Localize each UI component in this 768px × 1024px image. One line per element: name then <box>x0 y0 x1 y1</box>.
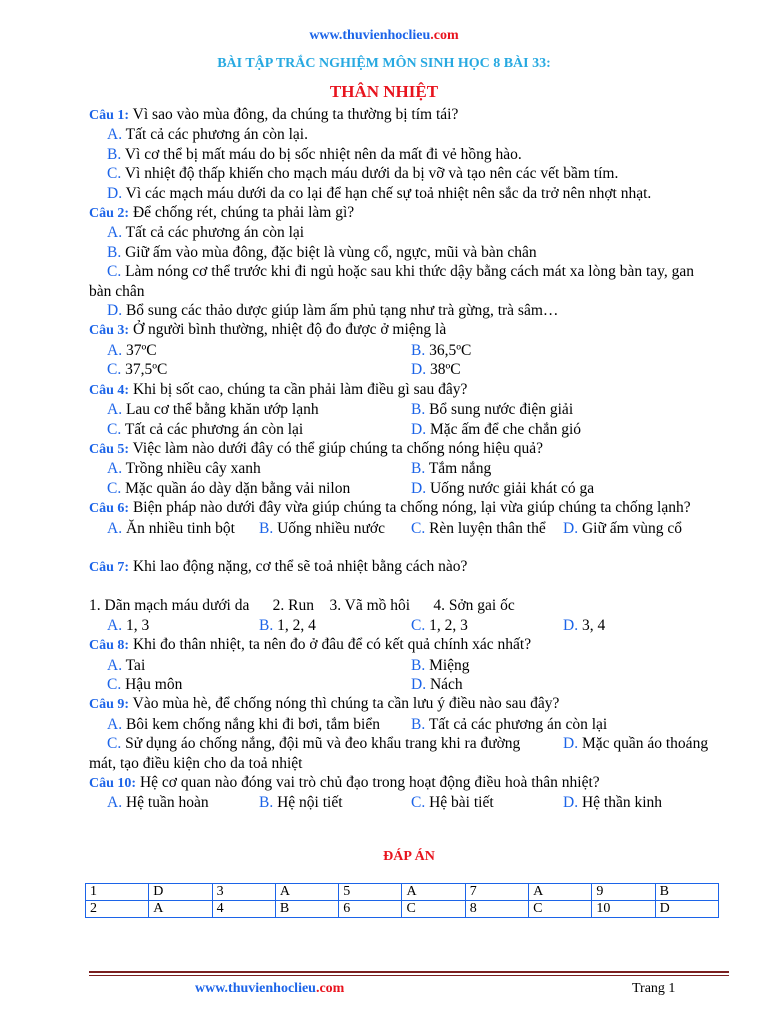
option <box>89 243 729 262</box>
question-text: Khi đo thân nhiệt, ta nên đo ở đâu để có kết quả chính xác nhất? <box>129 636 532 654</box>
option <box>563 793 715 812</box>
option <box>89 164 729 183</box>
option <box>107 616 259 635</box>
footer-site-link[interactable] <box>195 981 344 997</box>
option-text: Lau cơ thể bằng khăn ướp lạnh <box>122 401 319 419</box>
option <box>411 341 715 360</box>
option <box>89 125 729 144</box>
option <box>259 519 411 538</box>
option <box>411 400 715 419</box>
option <box>89 262 729 281</box>
option <box>107 675 411 694</box>
option <box>89 301 729 320</box>
option-key: A. <box>107 460 123 478</box>
option-key: D. <box>411 420 427 438</box>
footer-site-prefix: www.thuvienhoclieu <box>195 981 316 996</box>
option <box>411 616 563 635</box>
option-row <box>89 519 729 538</box>
question-4 <box>89 380 729 400</box>
option-text: Hệ bài tiết <box>425 794 494 812</box>
question-2 <box>89 203 729 223</box>
option-text: 1, 2, 4 <box>273 616 316 634</box>
option <box>107 656 411 675</box>
question-label: Câu 10: <box>89 776 137 791</box>
option-text: 38ºC <box>426 361 461 379</box>
option-row <box>89 793 729 812</box>
option-key: D. <box>411 361 427 379</box>
option <box>107 715 411 734</box>
document-subtitle: THÂN NHIỆT <box>329 82 439 101</box>
question-text: Vào mùa hè, để chống nóng thì chúng ta cần lưu ý điều nào sau đây? <box>129 695 560 713</box>
table-cell: 4 <box>212 901 275 918</box>
question-9 <box>89 694 729 714</box>
table-cell: A <box>402 884 465 901</box>
option-text: Tất cả các phương án còn lại <box>122 224 305 242</box>
option-text: Tất cả các phương án còn lại. <box>122 126 308 144</box>
option-text: Giữ ấm vùng cổ <box>578 519 683 537</box>
option-text: Vì nhiệt độ thấp khiến cho mạch máu dưới da bị vỡ và tạo nên các vết bầm tím. <box>121 165 619 183</box>
option-text: Hệ thần kinh <box>578 794 663 812</box>
question-text: Khi lao động nặng, cơ thể sẽ toả nhiệt bằng cách nào? <box>129 557 468 575</box>
option-key: D. <box>563 616 579 634</box>
option-text: Bổ sung các thảo dược giúp làm ấm phủ tạng như trà gừng, trà sâm… <box>122 302 559 320</box>
question-text: Hệ cơ quan nào đóng vai trò chủ đạo trong hoạt động điều hoà thân nhiệt? <box>136 774 600 791</box>
option-text: 3, 4 <box>578 616 606 634</box>
option-key: C. <box>107 735 122 753</box>
option <box>107 459 411 478</box>
option-text: Sử dụng áo chống nắng, đội mũ và đeo khẩu trang khi ra đường <box>121 735 521 753</box>
option-text: Hệ nội tiết <box>273 794 343 812</box>
option-text: 1, 3 <box>122 616 150 634</box>
option-text: Bổ sung nước điện giải <box>425 401 574 419</box>
question-3 <box>89 320 729 340</box>
option <box>411 360 715 379</box>
table-cell: C <box>402 901 465 918</box>
question-list: 1. Dãn mạch máu dưới da 2. Run 3. Vã mồ hôi 4. Sởn gai ốc <box>89 597 515 615</box>
header-site-suffix: .com <box>430 28 459 43</box>
table-cell: 8 <box>465 901 528 918</box>
option <box>563 734 708 753</box>
option-text: Trồng nhiều cây xanh <box>122 460 261 478</box>
option-key: C. <box>411 519 426 537</box>
option <box>107 341 411 360</box>
option-key: B. <box>411 715 426 733</box>
option-key: A. <box>107 341 123 359</box>
option-key: C. <box>107 165 122 183</box>
question-text: Để chống rét, chúng ta phải làm gì? <box>129 204 355 222</box>
option <box>411 519 563 538</box>
table-cell: 2 <box>86 901 149 918</box>
option-text: Mặc quần áo dày dặn bằng vải nilon <box>121 479 351 497</box>
option-text: 36,5ºC <box>425 341 472 359</box>
table-cell: D <box>655 901 718 918</box>
questions-body <box>89 105 729 813</box>
question-8 <box>89 635 729 655</box>
table-cell: B <box>275 901 338 918</box>
option-continuation: mát, tạo điều kiện cho da toả nhiệt <box>89 754 303 772</box>
option-text: Làm nóng cơ thể trước khi đi ngủ hoặc sau khi thức dậy bằng cách mát xa lòng bàn tay, gan <box>121 263 695 281</box>
question-label: Câu 3: <box>89 323 130 339</box>
option-text: Hệ tuần hoàn <box>122 794 209 812</box>
table-row <box>86 901 719 918</box>
option-key: A. <box>107 519 123 537</box>
option <box>89 223 729 242</box>
option-key: D. <box>563 519 579 537</box>
option-key: B. <box>411 460 426 478</box>
page-number: Trang 1 <box>632 981 676 996</box>
option-key: C. <box>411 616 426 634</box>
question-text: Biện pháp nào dưới đây vừa giúp chúng ta chống nóng, lại vừa giúp chúng ta chống lạnh? <box>129 499 691 517</box>
option-key: C. <box>107 479 122 497</box>
option-text: Uống nước giải khát có ga <box>426 479 595 497</box>
option-text: Rèn luyện thân thể <box>425 519 546 537</box>
option-key: A. <box>107 126 123 144</box>
option-text: 37ºC <box>122 341 157 359</box>
option-key: A. <box>107 224 123 242</box>
option-key: D. <box>107 184 123 202</box>
option-key: D. <box>411 675 427 693</box>
option-key: A. <box>107 401 123 419</box>
option-row <box>89 341 729 360</box>
answers-title: ĐÁP ÁN <box>383 849 435 864</box>
option-text: Tai <box>122 656 146 674</box>
question-label: Câu 8: <box>89 638 130 654</box>
option-key: A. <box>107 656 123 674</box>
option-key: C. <box>107 675 122 693</box>
option-row <box>89 360 729 379</box>
option <box>107 420 411 439</box>
option <box>89 145 729 164</box>
option-key: A. <box>107 616 123 634</box>
option <box>107 360 411 379</box>
option-text: Ăn nhiều tinh bột <box>122 519 235 537</box>
table-cell: 3 <box>212 884 275 901</box>
option-row <box>89 400 729 419</box>
option-key: D. <box>563 735 579 753</box>
table-row <box>86 884 719 901</box>
table-cell: B <box>655 884 718 901</box>
option-text: Tất cả các phương án còn lại <box>425 715 608 733</box>
option-key: D. <box>107 302 123 320</box>
option-key: A. <box>107 715 123 733</box>
option-row <box>89 734 729 753</box>
option <box>411 656 715 675</box>
option <box>107 479 411 498</box>
question-text: Vì sao vào mùa đông, da chúng ta thường bị tím tái? <box>129 106 459 123</box>
table-cell: 7 <box>465 884 528 901</box>
question-text: Khi bị sốt cao, chúng ta cần phải làm điều gì sau đây? <box>129 380 468 398</box>
option-text: Vì cơ thể bị mất máu do bị sốc nhiệt nên da mất đi vẻ hồng hào. <box>121 145 522 163</box>
option <box>563 519 715 538</box>
table-cell: A <box>275 884 338 901</box>
option-key: D. <box>563 794 579 812</box>
option <box>107 734 563 753</box>
option-text: Miệng <box>425 656 470 674</box>
option <box>563 616 715 635</box>
table-cell: 6 <box>339 901 402 918</box>
question-text: Ở người bình thường, nhiệt độ đo được ở miệng là <box>129 321 447 339</box>
option-key: A. <box>107 794 123 812</box>
option-key: B. <box>107 145 122 163</box>
table-cell: 10 <box>592 901 655 918</box>
option-key: B. <box>259 519 274 537</box>
option-text: Giữ ấm vào mùa đông, đặc biệt là vùng cổ, ngực, mũi và bàn chân <box>121 243 537 261</box>
option-text: Nách <box>426 675 463 693</box>
question-label: Câu 4: <box>89 382 130 398</box>
answer-table <box>85 883 719 918</box>
document-title: BÀI TẬP TRẮC NGHIỆM MÔN SINH HỌC 8 BÀI 33: <box>217 56 551 71</box>
footer-divider <box>89 971 729 973</box>
question-7 <box>89 557 729 577</box>
question-label: Câu 1: <box>89 108 130 123</box>
option-key: B. <box>107 243 122 261</box>
option-text: Mặc quần áo thoáng <box>578 735 709 753</box>
header-site-prefix: www.thuvienhoclieu <box>309 28 431 43</box>
option-text: Hậu môn <box>121 675 183 693</box>
option-row <box>89 616 729 635</box>
option <box>259 793 411 812</box>
option <box>411 420 715 439</box>
option <box>107 793 259 812</box>
option-row <box>89 675 729 694</box>
option <box>411 459 715 478</box>
option-text: Tắm nắng <box>425 460 492 478</box>
option <box>411 675 715 694</box>
option-text: 37,5ºC <box>121 361 168 379</box>
option-key: D. <box>411 479 427 497</box>
option <box>411 715 715 734</box>
question-label: Câu 6: <box>89 501 130 517</box>
option <box>107 519 259 538</box>
option <box>107 400 411 419</box>
option-row <box>89 420 729 439</box>
question-label: Câu 7: <box>89 559 130 575</box>
table-cell: 5 <box>339 884 402 901</box>
question-label: Câu 2: <box>89 206 130 222</box>
option-key: B. <box>411 341 426 359</box>
option <box>411 479 715 498</box>
option-text: Mặc ấm để che chắn gió <box>426 420 582 438</box>
question-5 <box>89 439 729 459</box>
option-key: C. <box>107 361 122 379</box>
table-cell: 1 <box>86 884 149 901</box>
option-key: B. <box>259 616 274 634</box>
option-text: Uống nhiều nước <box>273 519 385 537</box>
table-cell: A <box>529 884 592 901</box>
table-cell: D <box>149 884 212 901</box>
option-text: 1, 2, 3 <box>425 616 468 634</box>
table-cell: A <box>149 901 212 918</box>
option-key: C. <box>107 263 122 281</box>
option-row <box>89 656 729 675</box>
option-row <box>89 715 729 734</box>
option-row <box>89 459 729 478</box>
option-key: B. <box>259 794 274 812</box>
question-label: Câu 5: <box>89 441 130 457</box>
question-text: Việc làm nào dưới đây có thể giúp chúng ta chống nóng hiệu quả? <box>129 439 544 457</box>
option <box>89 184 729 203</box>
option-key: B. <box>411 656 426 674</box>
option-text: Tất cả các phương án còn lại <box>121 420 304 438</box>
footer-site-suffix: .com <box>315 981 345 996</box>
option-key: C. <box>107 420 122 438</box>
question-label: Câu 9: <box>89 697 130 713</box>
table-cell: C <box>529 901 592 918</box>
option <box>259 616 411 635</box>
question-1 <box>89 105 729 125</box>
header-site-link[interactable] <box>0 28 768 44</box>
option-key: C. <box>411 794 426 812</box>
footer-divider-thin <box>89 975 729 976</box>
question-10 <box>89 773 729 793</box>
option <box>411 793 563 812</box>
option-key: B. <box>411 401 426 419</box>
option-text: Vì các mạch máu dưới da co lại để hạn chế sự toả nhiệt nên sắc da trở nên nhợt nhạt. <box>122 184 652 202</box>
table-cell: 9 <box>592 884 655 901</box>
option-row <box>89 479 729 498</box>
question-6 <box>89 498 729 518</box>
option-text: Bôi kem chống nắng khi đi bơi, tắm biển <box>122 715 380 733</box>
option-continuation: bàn chân <box>89 282 145 300</box>
